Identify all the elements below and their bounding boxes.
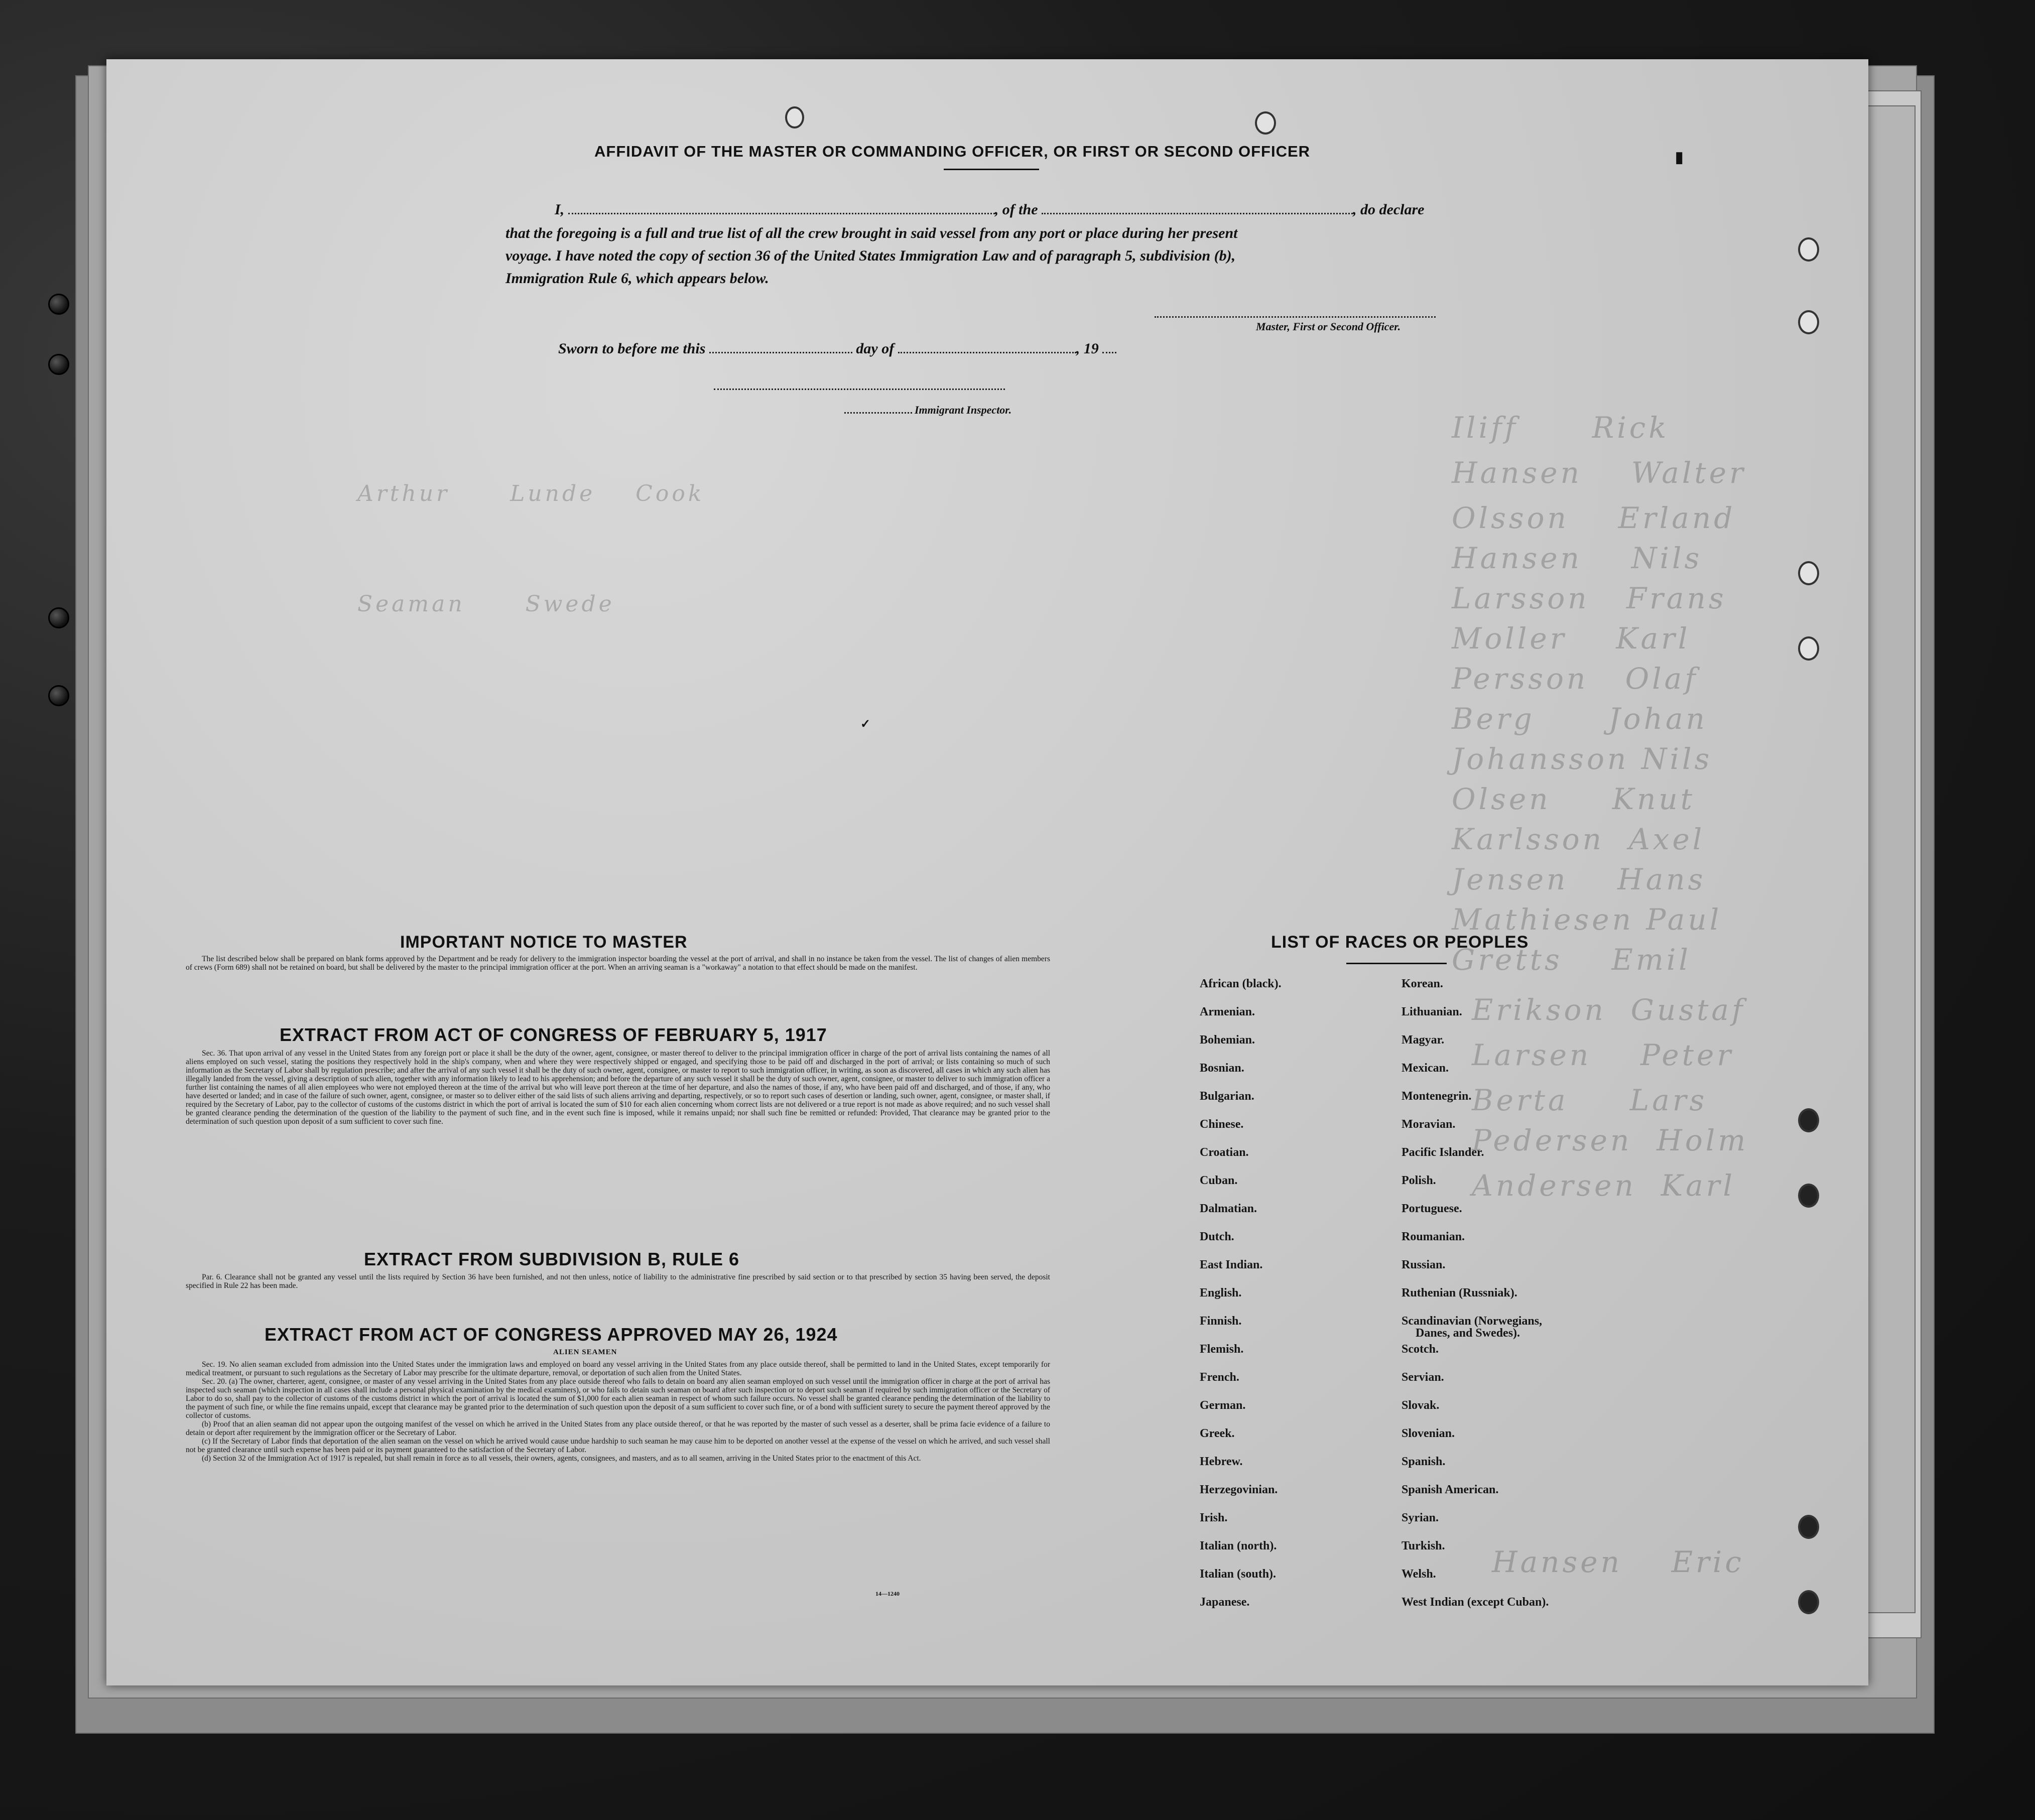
race-item	[1200, 1399, 1282, 1427]
affidavit-body-2: voyage. I have noted the copy of section 36 of the United States Immigration Law and of paragraph 5, subdivision (b),	[505, 247, 1236, 264]
punch-hole-icon	[1798, 310, 1819, 334]
bleed-through: Persson Olaf	[1452, 662, 1699, 696]
race-label: African (black).	[1200, 977, 1282, 990]
bleed-through: Hansen Eric	[1492, 1545, 1744, 1579]
race-label: Scotch.	[1402, 1343, 1439, 1356]
form-code: 14—1240	[875, 1590, 900, 1597]
races-title: LIST OF RACES OR PEOPLES	[1271, 933, 1529, 952]
race-label: Italian (south).	[1200, 1568, 1277, 1581]
ink-mark: ✓	[860, 718, 871, 731]
bleed-through: Erikson Gustaf	[1472, 993, 1746, 1027]
race-item	[1200, 1427, 1282, 1456]
extract-1917-title: EXTRACT FROM ACT OF CONGRESS OF FEBRUARY 5, 1917	[280, 1024, 827, 1045]
race-label: French.	[1200, 1371, 1239, 1384]
race-item	[1402, 1006, 1549, 1034]
race-item	[1402, 1456, 1549, 1484]
race-item	[1402, 1062, 1549, 1090]
extract-rule6-body	[186, 1273, 1050, 1290]
bleed-through: Andersen Karl	[1472, 1168, 1735, 1203]
i-label: I,	[555, 201, 565, 218]
race-item	[1402, 1484, 1549, 1512]
punch-hole-icon	[1255, 111, 1276, 135]
punch-hole-icon	[1798, 1590, 1819, 1614]
race-item	[1200, 1315, 1282, 1343]
race-label: Portuguese.	[1402, 1202, 1462, 1215]
inspector-caption-leader	[844, 412, 912, 414]
race-label: Magyar.	[1402, 1033, 1445, 1047]
alien-seamen-subtitle: ALIEN SEAMEN	[553, 1348, 617, 1356]
section-20a-paragraph: Sec. 20. (a) The owner, charterer, agent, consignee, or master of any vessel arriving in the United States from any place outside thereof who fails to detain on board any alien seaman employed on such vessel until the immigration officer in charge at the port of arrival has inspected such seaman (which inspection in all cases shall include a personal physical examination by the medical examiners), or who fails to detain such seaman on board after such inspection or to deport such seaman if required by such immigration officer or the Secretary of Labor to do so, shall pay to the collector of customs of the customs district in which the port of arrival is located the sum of $1,000 for each alien seaman in respect of whom such failure occurs. No vessel shall be granted clearance pending the determination of the liability to the payment of such fine, or while the fine remains unpaid, except that clearance may be granted prior to the determination of such question upon the deposit of a sum sufficient to cover such fine, or of a bond with sufficient surety to secure the payment thereof approved by the collector of customs.	[186, 1377, 1050, 1420]
inspector-caption: Immigrant Inspector.	[915, 404, 1012, 416]
bleed-through: Larsen Peter	[1472, 1038, 1734, 1072]
race-label: Cuban.	[1200, 1174, 1238, 1187]
race-label: Roumanian.	[1402, 1230, 1465, 1243]
race-item	[1200, 1456, 1282, 1484]
notice-body	[186, 955, 1050, 972]
race-label: West Indian (except Cuban).	[1402, 1596, 1549, 1609]
race-item	[1200, 1146, 1282, 1175]
race-label: Dutch.	[1200, 1230, 1234, 1243]
race-label: Hebrew.	[1200, 1455, 1243, 1468]
race-item	[1402, 1118, 1549, 1146]
affidavit-body-1: that the foregoing is a full and true list of all the crew brought in said vessel from any port or place during her present	[505, 225, 1238, 241]
paragraph-6: Par. 6. Clearance shall not be granted any vessel until the lists required by Section 36 have been furnished, and not then unless, notice of liability to the administrative fine prescribed by said section or to that prescribed by section 35 having been served, the deposit specified in Rule 22 has been made.	[186, 1273, 1050, 1290]
race-item	[1402, 1259, 1549, 1287]
race-item	[1402, 978, 1549, 1006]
affidavit-body-3: Immigration Rule 6, which appears below.	[505, 270, 769, 287]
race-item	[1200, 1062, 1282, 1090]
race-item	[1402, 1540, 1549, 1568]
sworn-year-field[interactable]	[1102, 343, 1116, 353]
binder-stud-icon	[48, 685, 69, 706]
race-item	[1402, 1568, 1549, 1596]
bleed-through: Karlsson Axel	[1452, 822, 1705, 856]
race-label: Welsh.	[1402, 1568, 1436, 1581]
extract-1924-title: EXTRACT FROM ACT OF CONGRESS APPROVED MAY 26, 1924	[265, 1324, 838, 1345]
race-item	[1200, 1568, 1282, 1596]
race-item	[1200, 1090, 1282, 1118]
race-item	[1402, 1343, 1549, 1371]
race-item	[1200, 1371, 1282, 1399]
race-item	[1200, 1287, 1282, 1315]
race-item	[1200, 1596, 1282, 1624]
do-declare-label: , do declare	[1353, 201, 1425, 218]
sworn-label: Sworn to before me this	[558, 340, 706, 357]
race-label: Spanish American.	[1402, 1483, 1499, 1496]
race-label: Chinese.	[1200, 1118, 1244, 1131]
race-label: Syrian.	[1402, 1511, 1439, 1524]
race-item	[1200, 1175, 1282, 1203]
race-label: Bosnian.	[1200, 1062, 1244, 1075]
race-label: Servian.	[1402, 1371, 1444, 1384]
bleed-through: Johansson Nils	[1452, 742, 1713, 776]
bleed-through: Olsen Knut	[1452, 782, 1696, 816]
bleed-through: Berg Johan	[1452, 702, 1708, 736]
year-label: , 19	[1076, 340, 1099, 357]
races-title-underline	[1346, 963, 1447, 964]
race-item	[1402, 1090, 1549, 1118]
bleed-through: Moller Karl	[1452, 621, 1691, 656]
notice-title: IMPORTANT NOTICE TO MASTER	[400, 933, 688, 952]
master-signature-line[interactable]	[1155, 316, 1436, 318]
race-label: Lithuanian.	[1402, 1005, 1462, 1018]
title-underline	[944, 169, 1039, 170]
punch-hole-icon	[1798, 636, 1819, 661]
race-item	[1402, 1146, 1549, 1175]
races-right-column	[1402, 978, 1549, 1624]
race-label: German.	[1200, 1399, 1246, 1412]
bleed-through: Pedersen Holm	[1472, 1123, 1749, 1157]
race-item	[1200, 1512, 1282, 1540]
race-label: Mexican.	[1402, 1062, 1449, 1075]
race-label: Polish.	[1402, 1174, 1436, 1187]
binder-stud-icon	[48, 294, 69, 315]
race-label: Armenian.	[1200, 1005, 1255, 1018]
race-item	[1200, 978, 1282, 1006]
punch-hole-icon	[785, 106, 804, 128]
bleed-through: Larsson Frans	[1452, 581, 1727, 615]
bleed-through: Mathiesen Paul	[1452, 902, 1722, 937]
section-36-paragraph: Sec. 36. That upon arrival of any vessel in the United States from any foreign port or place it shall be the duty of the owner, agent, consignee, or master thereof to deliver to the principal immigration officer in charge of the port of arrival lists containing the names of all aliens employed on such vessel, stating the positions they respectively hold in the ship's company, when and where they were respectively shipped or engaged, and specifying those to be paid off and discharged in the port of arrival; or lists containing so much of such information as the Secretary of Labor shall by regulation prescribe; and after the arrival of any such vessel it shall be the duty of such owner, agent, consignee, or master to report to such immigration officer, in writing, as soon as discovered, all cases in which any such alien has illegally landed from the vessel, giving a description of such alien, together with any information likely to lead to his apprehension; and before the departure of any such vessel it shall be the duty of such owner, agent, consignee, or master to deliver to such immigration officer a further list containing the names of all alien employees who were not employed thereon at the time of the arrival but who will leave port thereon at the time of her departure, and also the names of those, if any, who have been paid off and discharged, and of those, if any, who have deserted or landed; and in case of the failure of such owner, agent, consignee, or master so to deliver either of the said lists of such aliens arriving and departing, respectively, or so to report such cases of desertion or landing, such owner, agent, consignee, or master shall, if required by the Secretary of Labor, pay to the collector of customs of the customs district in which the port of arrival is located the sum of $10 for each alien concerning whom correct lists are not delivered or a true report is not made as above required; and no such vessel shall be granted clearance pending the determination of the question of the liability to the payment of such fine, and in the event such fine is imposed, while it remains unpaid; nor shall such fine be remitted or refunded: Provided, That clearance may be granted prior to the determination of such question upon deposit of a sum sufficient to cover such fine.	[186, 1049, 1050, 1126]
notice-paragraph: The list described below shall be prepared on blank forms approved by the Department and be ready for delivery to the immigration inspector boarding the vessel at the port of arrival, and shall in no instance be taken from the vessel. The list of changes of alien members of crews (Form 689) shall not be retained on board, but shall be delivered by the master to the principal immigration officer at the port. When an arriving seaman is a "workaway" a notation to that effect should be made on the manifest.	[186, 955, 1050, 972]
race-item	[1402, 1175, 1549, 1203]
race-item	[1402, 1315, 1549, 1343]
extract-1924-body	[186, 1360, 1050, 1463]
race-item	[1402, 1231, 1549, 1259]
punch-hole-icon	[1798, 561, 1819, 585]
day-of-label: day of	[856, 340, 895, 357]
section-20c-paragraph: (c) If the Secretary of Labor finds that deportation of the alien seaman on the vessel on which he arrived would cause undue hardship to such seaman he may cause him to be deported on another vessel at the expense of the vessel on which he arrived, and such vessel shall not be granted clearance until such expense has been paid or its payment guaranteed to the satisfaction of the Secretary of Labor.	[186, 1437, 1050, 1454]
sworn-day-field[interactable]	[709, 343, 852, 353]
officer-name-field[interactable]	[568, 204, 995, 214]
race-label: Bulgarian.	[1200, 1090, 1254, 1103]
punch-hole-icon	[1798, 1184, 1819, 1208]
race-label: East Indian.	[1200, 1258, 1263, 1271]
race-item	[1200, 1034, 1282, 1062]
race-label: Italian (north).	[1200, 1539, 1277, 1552]
bleed-through: Seaman Swede	[357, 591, 615, 617]
race-item	[1200, 1231, 1282, 1259]
race-label: Irish.	[1200, 1511, 1228, 1524]
document-page	[106, 59, 1868, 1685]
vessel-name-field[interactable]	[1042, 204, 1353, 214]
race-label: Montenegrin.	[1402, 1090, 1472, 1103]
section-20b-paragraph: (b) Proof that an alien seaman did not appear upon the outgoing manifest of the vessel on which he arrived in the United States from any place outside thereof, or that he was reported by the master of such vessel as a deserter, shall be prima facie evidence of a failure to detain or deport after requirement by the immigration officer or the Secretary of Labor.	[186, 1420, 1050, 1437]
bleed-through: Arthur Lunde Cook	[357, 481, 705, 506]
of-the-label: , of the	[994, 201, 1038, 218]
race-label: Moravian.	[1402, 1118, 1456, 1131]
bleed-through: Berta Lars	[1472, 1083, 1708, 1117]
race-item	[1402, 1034, 1549, 1062]
race-label: Scandinavian (Norwegians,	[1402, 1315, 1543, 1328]
binder-stud-icon	[48, 354, 69, 375]
punch-hole-icon	[1798, 237, 1819, 262]
race-item	[1200, 1540, 1282, 1568]
sworn-line	[558, 340, 1116, 357]
race-label: Greek.	[1200, 1427, 1235, 1440]
bleed-through: Hansen Nils	[1452, 541, 1703, 575]
race-label: Croatian.	[1200, 1146, 1249, 1159]
binder-stud-icon	[48, 607, 69, 628]
race-label: Herzegovinian.	[1200, 1483, 1278, 1496]
ink-mark: ▮	[1675, 149, 1684, 166]
race-item	[1402, 1427, 1549, 1456]
races-left-column	[1200, 978, 1282, 1624]
bleed-through: Hansen Walter	[1452, 456, 1746, 490]
race-item	[1200, 1006, 1282, 1034]
race-item	[1200, 1259, 1282, 1287]
race-label: English.	[1200, 1286, 1242, 1299]
section-20d-paragraph: (d) Section 32 of the Immigration Act of 1917 is repealed, but shall remain in force as to all vessels, their owners, agents, consignees, and masters, and as to all seamen, arriving in the United States prior to the enactment of this Act.	[202, 1454, 921, 1463]
inspector-signature-line[interactable]	[714, 388, 1005, 390]
bleed-through: Gretts Emil	[1452, 943, 1691, 977]
affidavit-title: AFFIDAVIT OF THE MASTER OR COMMANDING OFFICER, OR FIRST OR SECOND OFFICER	[594, 143, 1311, 160]
race-label: Flemish.	[1200, 1343, 1244, 1356]
affidavit-declaration-line	[555, 201, 1424, 218]
race-label-continuation: Danes, and Swedes).	[1416, 1327, 1520, 1340]
bleed-through: Iliff Rick	[1452, 411, 1670, 445]
extract-rule6-title: EXTRACT FROM SUBDIVISION B, RULE 6	[364, 1249, 740, 1269]
race-item	[1402, 1399, 1549, 1427]
race-item	[1402, 1512, 1549, 1540]
punch-hole-icon	[1798, 1515, 1819, 1539]
punch-hole-icon	[1798, 1108, 1819, 1132]
race-label: Ruthenian (Russniak).	[1402, 1286, 1517, 1299]
race-item	[1402, 1596, 1549, 1624]
section-19-paragraph: Sec. 19. No alien seaman excluded from admission into the United States under the immigration laws and employed on board any vessel arriving in the United States from any place outside thereof, shall be permitted to land in the United States, except temporarily for medical treatment, or pursuant to such regulations as the Secretary of Labor may prescribe for the ultimate departure, removal, or deportation of such alien from the United States.	[186, 1360, 1050, 1377]
race-item	[1402, 1371, 1549, 1399]
race-item	[1200, 1118, 1282, 1146]
race-item	[1402, 1203, 1549, 1231]
race-label: Pacific Islander.	[1402, 1146, 1484, 1159]
race-item	[1200, 1484, 1282, 1512]
race-label: Slovenian.	[1402, 1427, 1455, 1440]
race-label: Finnish.	[1200, 1315, 1242, 1328]
race-label: Dalmatian.	[1200, 1202, 1257, 1215]
bleed-through: Olsson Erland	[1452, 501, 1736, 535]
extract-1917-body	[186, 1049, 1050, 1126]
race-item	[1402, 1287, 1549, 1315]
race-label: Spanish.	[1402, 1455, 1446, 1468]
race-item	[1200, 1203, 1282, 1231]
race-label: Turkish.	[1402, 1539, 1445, 1552]
race-label: Bohemian.	[1200, 1033, 1255, 1047]
race-label: Slovak.	[1402, 1399, 1440, 1412]
sworn-month-field[interactable]	[898, 343, 1076, 353]
master-caption: Master, First or Second Officer.	[1256, 320, 1401, 333]
race-label: Japanese.	[1200, 1596, 1250, 1609]
race-label: Russian.	[1402, 1258, 1446, 1271]
race-label: Korean.	[1402, 977, 1443, 990]
bleed-through: Jensen Hans	[1452, 862, 1706, 896]
race-item	[1200, 1343, 1282, 1371]
